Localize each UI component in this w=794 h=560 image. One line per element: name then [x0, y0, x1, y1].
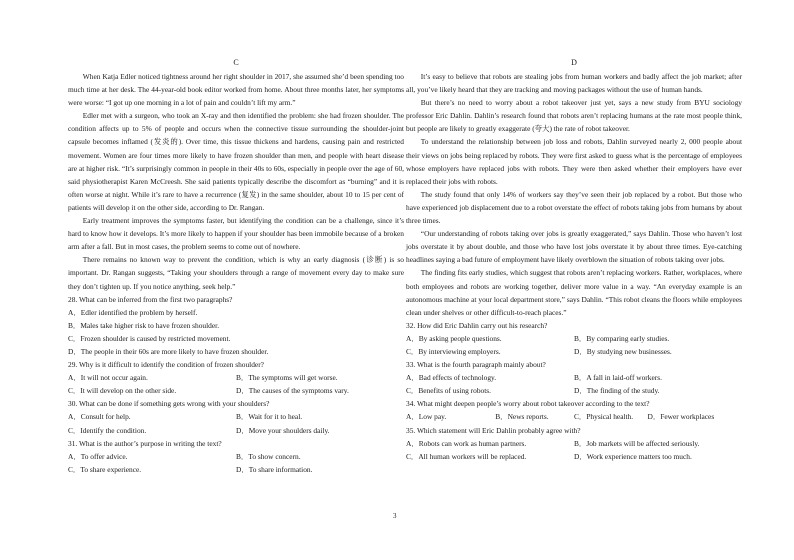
option-b: B．The symptoms will get worse. — [236, 373, 338, 383]
option-c: C．To share experience. — [68, 464, 142, 474]
option-c: C．Physical health. — [574, 412, 634, 422]
option-c: C．It will develop on the other side. — [68, 386, 177, 396]
option-d: D．The people in their 60s are more likely to have frozen shoulder. — [68, 346, 269, 356]
option-c: C．Identify the condition. — [68, 425, 147, 435]
option-b: B．Wait for it to heal. — [236, 412, 303, 422]
option-a: A．To offer advice. — [68, 451, 128, 461]
question-34 — [406, 397, 742, 423]
question-stem: 28. What can be inferred from the first two paragraphs? — [68, 294, 233, 304]
paragraph: But there’s no need to worry about a robot takeover just yet, says a new study from BYU sociology professor Eric Dahlin. Dahlin’s research found that robots aren’t replacing humans at the rate most people think, but people are likely to greatly exaggerate (夸大) the rate of robot takeover. — [406, 98, 742, 134]
option-b: B．News reports. — [495, 412, 549, 422]
paragraph: Early treatment improves the symptoms faster, but identifying the condition can be a challenge, since it’s hard to know how it develops. It’s more likely to happen if your shoulder has been immobile because of a broken arm after a fall. But in most cases, the problem seems to come out of nowhere. — [68, 216, 404, 252]
option-c: C．All human workers will be replaced. — [406, 451, 527, 461]
option-b: B．To show concern. — [236, 451, 301, 461]
option-d: D．Move your shoulders daily. — [236, 425, 330, 435]
question-stem: 31. What is the author’s purpose in writing the text? — [68, 438, 222, 448]
option-a: A．Edler identified the problem by herself. — [68, 307, 198, 317]
paragraph: Edler met with a surgeon, who took an X-ray and then identified the problem: she had frozen shoulder. The condition affects up to 5% of people and occurs when the connective tissue surrounding the shoulder-joint capsule becomes inflamed (发炎的). Over time, this tissue thickens and hardens, causing pain and restricted movement. Women are four times more likely to have frozen shoulder than men, and people with heart disease are at higher risk. “It’s surprisingly common in people in their 40s to 60s, especially in people over the age of 60, said physiotherapist Karen McCreesh. She said patients typically describe the discomfort as “burning” and it is often worse at night. While it’s rare to have a recurrence (复发) in the same shoulder, about 10 to 15 per cent of patients will develop it on the other side, according to Dr. Rangan. — [68, 111, 404, 212]
question-stem: 32. How did Eric Dahlin carry out his research? — [406, 320, 548, 330]
option-c: C．Frozen shoulder is caused by restricted movement. — [68, 333, 231, 343]
question-stem: 34. What might deepen people’s worry about robot takeover according to the text? — [406, 399, 650, 409]
question-29 — [68, 358, 404, 397]
question-30 — [68, 397, 404, 436]
option-d: D．By studying new businesses. — [574, 346, 672, 356]
option-d: D．Work experience matters too much. — [574, 451, 692, 461]
option-a: A．Consult for help. — [68, 412, 131, 422]
option-d: D．The causes of the symptoms vary. — [236, 386, 349, 396]
paragraph: The finding fits early studies, which suggest that robots aren’t replacing workers. Rather, workplaces, where both employees and robots are working together, deliver more value in a way. “An everyday example is an autonomous machine at your local department store,” says Dahlin. “This robot cleans the floors while employees clean under shelves or other difficult-to-reach places.” — [406, 268, 742, 317]
paragraph: It’s easy to believe that robots are stealing jobs from human workers and badly affect the job market; after all, you’ve likely heard that they are tracking and moving packages without the use of human hands. — [406, 72, 742, 95]
option-b: B．A fall in laid-off workers. — [574, 373, 662, 383]
page-number: 3 — [393, 512, 397, 520]
option-a: A．By asking people questions. — [406, 333, 502, 343]
option-b: B．By comparing early studies. — [574, 333, 670, 343]
option-a: A．Bad effects of technology. — [406, 373, 497, 383]
passage-c-title: C — [233, 58, 239, 67]
option-d: D．The finding of the study. — [574, 386, 660, 396]
question-stem: 29. Why is it difficult to identify the condition of frozen shoulder? — [68, 360, 264, 370]
question-stem: 33. What is the fourth paragraph mainly about? — [406, 360, 546, 370]
option-d: D．To share information. — [236, 464, 313, 474]
option-c: C．Benefits of using robots. — [406, 386, 491, 396]
paragraph: There remains no known way to prevent the condition, which is why an early diagnosis (诊断) is so important. Dr. Rangan suggests, “Taking your shoulders through a range of movement every day to make sure they don’t tighten up. If you notice anything, seek help.” — [68, 255, 404, 291]
question-35 — [406, 424, 742, 463]
question-28 — [68, 293, 404, 358]
option-a: A．It will not occur again. — [68, 373, 148, 383]
question-31 — [68, 437, 404, 476]
passage-c — [68, 56, 404, 476]
question-32 — [406, 319, 742, 358]
question-stem: 35. Which statement will Eric Dahlin probably agree with? — [406, 425, 581, 435]
option-b: B．Males take higher risk to have frozen shoulder. — [68, 320, 220, 330]
paragraph: The study found that only 14% of workers say they’ve seen their job replaced by a robot. But those who have experienced job displacement due to a robot overstate the effect of robots taking jobs from humans by about three times. — [406, 189, 742, 226]
option-b: B．Job markets will be affected seriously. — [574, 438, 700, 448]
passage-d — [406, 56, 742, 463]
paragraph: To understand the relationship between job loss and robots, Dahlin surveyed nearly 2, 000 people about their views on jobs being replaced by robots. They were first asked to guess what is the percentage of employees whose employers have replaced jobs with robots. They were then asked whether their employers have ever replaced their jobs with robots. — [406, 137, 742, 186]
option-c: C．By interviewing employers. — [406, 346, 501, 356]
paragraph: “Our understanding of robots taking over jobs is greatly exaggerated,” says Dahlin. Those who haven’t lost jobs overstate it by about double, and those who have lost jobs overstate it by about three times. Eye-catching headlines saying a bad future of employment have likely overblown the situation of robots taking over jobs. — [406, 229, 742, 265]
option-a: A．Robots can work as human partners. — [406, 438, 527, 448]
option-a: A．Low pay. — [406, 412, 447, 422]
option-d: D．Fewer workplaces — [647, 412, 715, 422]
passage-d-title: D — [571, 58, 577, 67]
paragraph: When Katja Edler noticed tightness around her right shoulder in 2017, she assumed she’d been spending too much time at her desk. The 44-year-old book editor worked from home. About three months later, her symptoms were worse: “I got up one morning in a lot of pain and couldn’t lift my arm.” — [68, 72, 404, 108]
question-stem: 30. What can be done if something gets wrong with your shoulders? — [68, 399, 270, 409]
question-33 — [406, 358, 742, 397]
